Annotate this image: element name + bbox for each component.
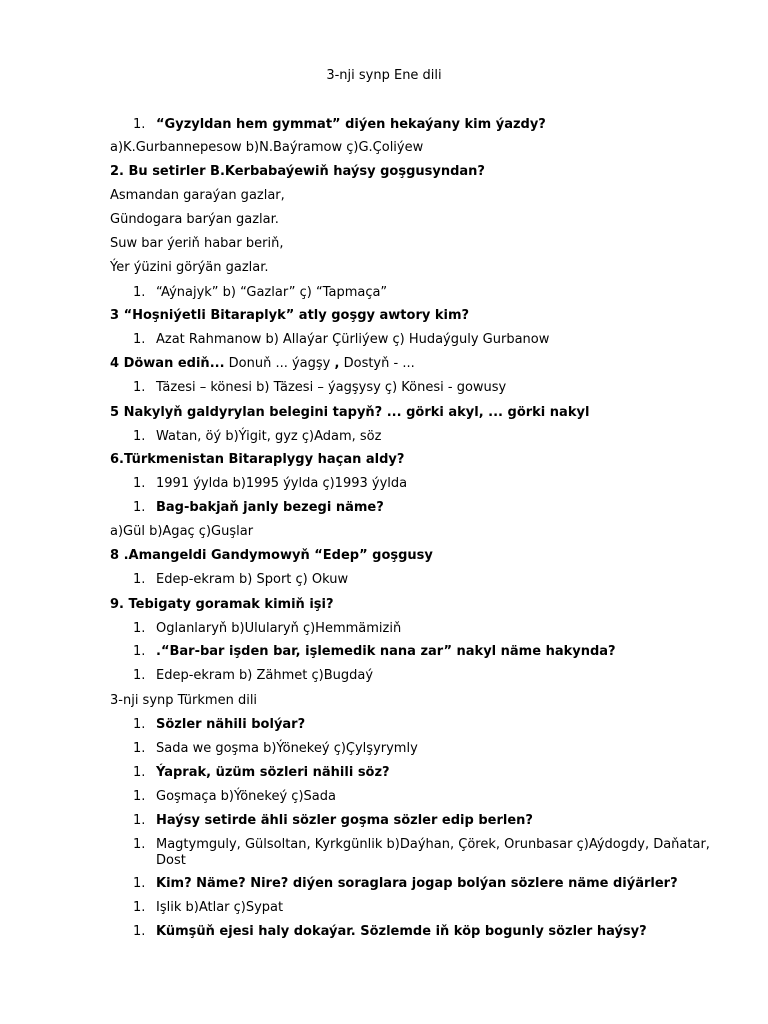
question-1: “Gyzyldan hem gymmat” diýen hekaýany kim ýazdy?: [156, 117, 546, 132]
answer-5: Watan, öý b)Ýigit, gyz ç)Adam, söz: [156, 429, 382, 444]
list-marker: 1.: [133, 900, 146, 915]
list-marker: 1.: [133, 285, 146, 300]
answer-10: Edep-ekram b) Zähmet ç)Bugdaý: [156, 668, 374, 683]
question-8: 8 .Amangeldi Gandymowyň “Edep” goşgusy: [110, 548, 433, 563]
list-marker: 1.: [133, 644, 146, 659]
answer-9: Oglanlaryň b)Ulularyň ç)Hemmämiziň: [156, 621, 402, 636]
answer-t4: Işlik b)Atlar ç)Sypat: [156, 900, 284, 915]
list-marker: 1.: [133, 924, 146, 939]
list-marker: 1.: [133, 572, 146, 587]
answer-t1: Sada we goşma b)Ýönekeý ç)Çylşyrymly: [156, 741, 418, 756]
list-marker: 1.: [133, 741, 146, 756]
list-marker: 1.: [133, 380, 146, 395]
question-t4: Kim? Näme? Nire? diýen soraglara jogap bolýan sözlere näme diýärler?: [156, 876, 678, 891]
answer-7: a)Gül b)Agaç ç)Guşlar: [110, 524, 254, 539]
verse-line-1: Asmandan garaýan gazlar,: [110, 188, 285, 203]
question-t1: Sözler nähili bolýar?: [156, 717, 306, 732]
list-marker: 1.: [133, 429, 146, 444]
answer-8: Edep-ekram b) Sport ç) Okuw: [156, 572, 349, 587]
answer-6: 1991 ýylda b)1995 ýylda ç)1993 ýylda: [156, 476, 408, 491]
question-t5: Kümşüň ejesi haly dokaýar. Sözlemde iň köp bogunly sözler haýsy?: [156, 924, 647, 939]
list-marker: 1.: [133, 813, 146, 828]
verse-line-2: Gündogara barýan gazlar.: [110, 212, 279, 227]
list-marker: 1.: [133, 621, 146, 636]
question-9: 9. Tebigaty goramak kimiň işi?: [110, 597, 334, 612]
answer-1: a)K.Gurbannepesow b)N.Baýramow ç)G.Çoliýew: [110, 140, 424, 155]
answer-t2: Goşmaça b)Ýönekeý ç)Sada: [156, 789, 336, 804]
question-5: 5 Nakylyň galdyrylan belegini tapyň? ... görki akyl, ... görki nakyl: [110, 405, 590, 420]
list-marker: 1.: [133, 789, 146, 804]
question-7: Bag-bakjaň janly bezegi näme?: [156, 500, 384, 515]
section-title: 3-nji synp Türkmen dili: [110, 693, 258, 708]
verse-line-3: Suw bar ýeriň habar beriň,: [110, 236, 284, 251]
list-marker: 1.: [133, 668, 146, 683]
question-10: .“Bar-bar işden bar, işlemedik nana zar” nakyl näme hakynda?: [156, 644, 616, 659]
question-6: 6.Türkmenistan Bitaraplygy haçan aldy?: [110, 452, 405, 467]
verse-line-4: Ýer ýüzini görýän gazlar.: [110, 260, 269, 275]
page-title: 3-nji synp Ene dili: [326, 68, 442, 83]
question-t3: Haýsy setirde ähli sözler goşma sözler edip berlen?: [156, 813, 533, 828]
answer-2: “Aýnajyk” b) “Gazlar” ç) “Tapmaça”: [156, 285, 388, 300]
list-marker: 1.: [133, 876, 146, 891]
list-marker: 1.: [133, 117, 146, 132]
list-marker: 1.: [133, 500, 146, 515]
list-marker: 1.: [133, 765, 146, 780]
question-2: 2. Bu setirler B.Kerbabaýewiň haýsy goşgusyndan?: [110, 164, 485, 179]
question-3: 3 “Hoşniýetli Bitaraplyk” atly goşgy awtory kim?: [110, 308, 470, 323]
answer-4: Täzesi – könesi b) Täzesi – ýagşysy ç) Könesi - gowusy: [156, 380, 507, 395]
list-marker: 1.: [133, 717, 146, 732]
question-4: 4 Döwan ediň... Donuň ... ýagşy , Dostyň - ...: [110, 356, 415, 371]
list-marker: 1.: [133, 332, 146, 347]
answer-3: Azat Rahmanow b) Allaýar Çürliýew ç) Hudaýguly Gurbanow: [156, 332, 550, 347]
question-t2: Ýaprak, üzüm sözleri nähili söz?: [156, 765, 390, 780]
list-marker: 1.: [133, 837, 146, 852]
answer-t3: Magtymguly, Gülsoltan, Kyrkgünlik b)Daýhan, Çörek, Orunbasar ç)Aýdogdy, Daňatar, Dost: [156, 837, 710, 868]
list-marker: 1.: [133, 476, 146, 491]
